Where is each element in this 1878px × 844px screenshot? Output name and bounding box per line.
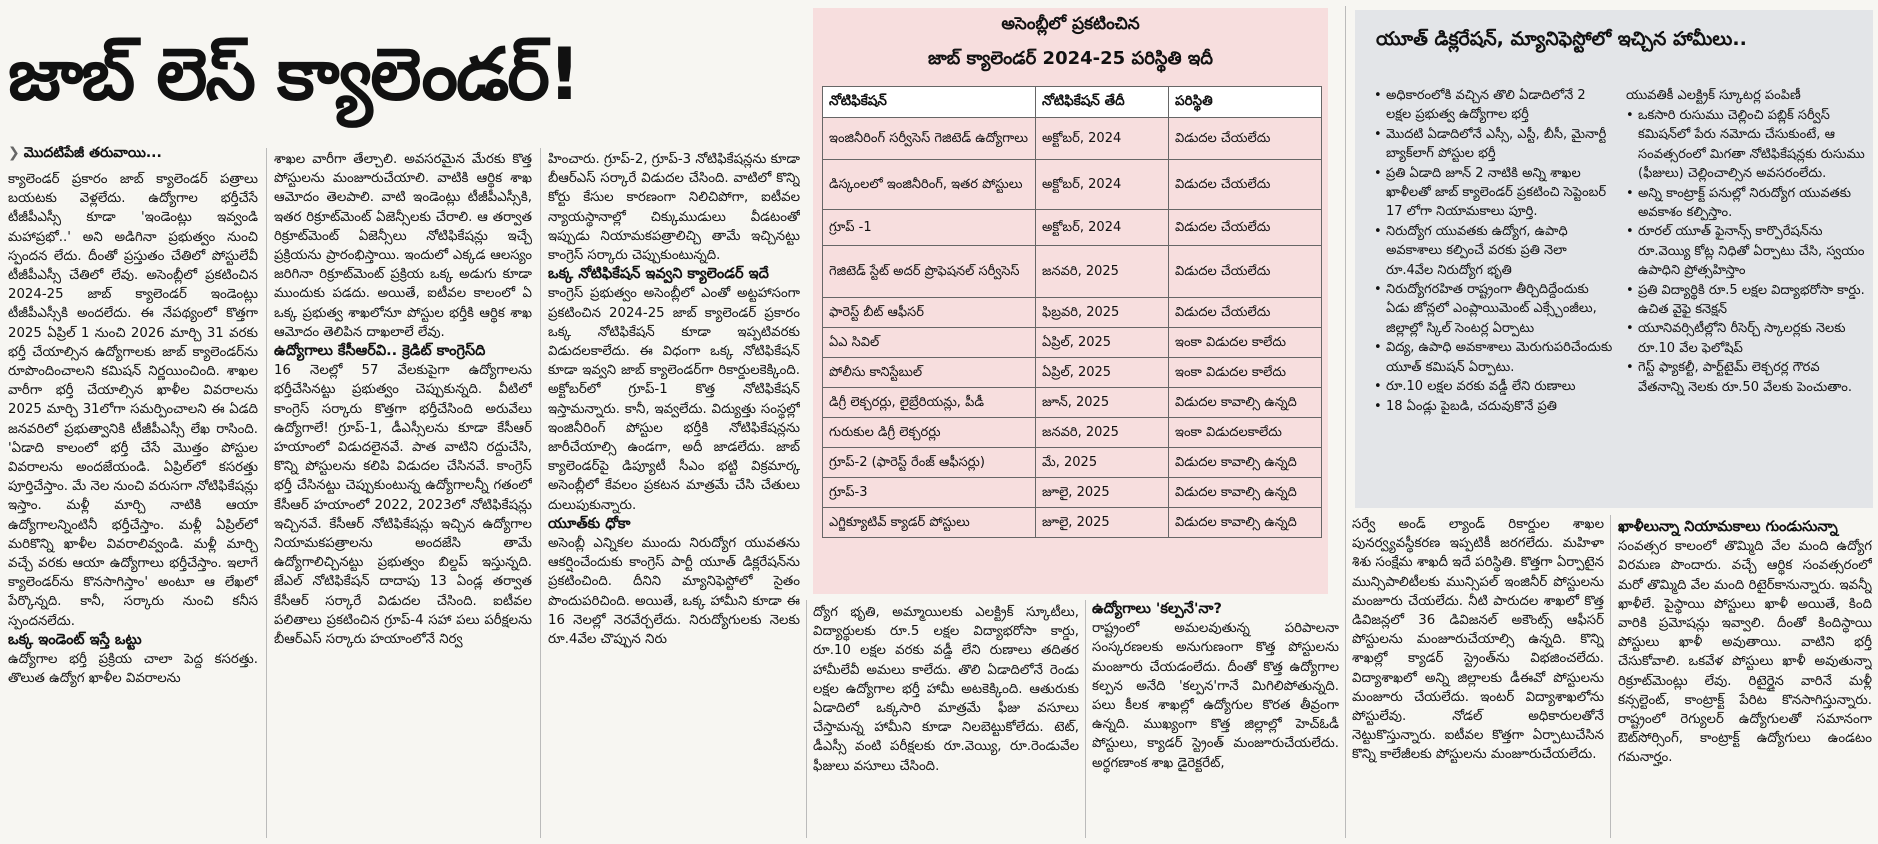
table-cell: జనవరి, 2025 bbox=[1036, 418, 1169, 448]
subheading: యూత్‌కు ధోకా bbox=[548, 515, 631, 532]
column-divider bbox=[540, 148, 541, 838]
body-paragraph: హించారు. గ్రూప్-2, గ్రూప్-3 నోటిఫికేషన్లను కూడా బీఆర్ఎస్ సర్కారే విడుదల చేసింది. వాటిలో కొన్ని కోర్టు కేసుల కారణంగా నిలిచిపోగా, ఐటీవల న్యాయస్థానాల్లో చిక్కుముడులు వీడటంతో ఇప్పుడు నియామకపత్రాలిచ్చి తామే ఇచ్చినట్టు కాంగ్రెస్ సర్కారు చెప్పుకుంటున్నది. bbox=[548, 152, 800, 264]
list-item: • ఒకసారి రుసుము చెల్లించి పబ్లిక్ సర్వీస్ కమిషన్‌లో పేరు నమోదు చేసుకుంటే, ఆ సంవత్సరంలో మిగతా నోటిఫికేషన్లకు రుసుము (ఫీజులు) చెల్లించాల్సిన అవసరంలేదు. bbox=[1626, 106, 1866, 184]
table-cell: విడుదల కావాల్సి ఉన్నది bbox=[1169, 478, 1322, 508]
table-cell: ఏఎ సివిల్ bbox=[823, 328, 1036, 358]
table-cell: ఇంకా విడుదల కాలేదు bbox=[1169, 328, 1322, 358]
article-column-5 bbox=[1092, 600, 1339, 840]
column-divider bbox=[1610, 515, 1611, 838]
list-item: • అధికారంలోకి వచ్చిన తొలి ఏడాదిలోనే 2 లక్షల ప్రభుత్వ ఉద్యోగాల భర్తీ bbox=[1374, 86, 1614, 125]
table-cell: అక్టోబర్, 2024 bbox=[1036, 210, 1169, 246]
table-cell: విడుదల చేయలేదు bbox=[1169, 246, 1322, 298]
list-item: • విద్య, ఉపాధి అవకాశాలు మెరుగుపరిచేందుకు యూత్ కమిషన్ ఏర్పాటు. bbox=[1374, 338, 1614, 377]
table-row bbox=[823, 160, 1322, 210]
table-cell: గ్రూప్-2 (ఫారెస్ట్ రేంజ్ ఆఫీసర్లు) bbox=[823, 448, 1036, 478]
body-paragraph: సర్వే అండ్ ల్యాండ్ రికార్డుల శాఖల పునర్వ్యవస్థీకరణ ఇప్పటికీ జరగలేదు. మహిళా శిశు సంక్షేమ శాఖదీ ఇదే పరిస్థితి. కొత్తగా ఏర్పాటైన మున్సిపాలిటీలకు మున్సిపల్ ఇంజినీర్ పోస్టులను మంజూరు చేయలేదు. నీటి పారుదల శాఖలో కొత్త డివిజన్లలో 36 డివిజనల్ అకౌంట్స్ ఆఫీసర్ పోస్టులను మంజూరుచేయాల్సి ఉన్నది. కొన్ని శాఖల్లో క్యాడర్ స్ట్రెంత్‌ను విభజించలేదు. విద్యాశాఖలో అన్ని జిల్లాలకు డీఈవో పోస్టులను మంజూరు చేయలేదు. ఇంటర్ విద్యాశాఖలోను పోస్టులేవు. నోడల్ అధికారులతోనే నెట్టుకొస్తున్నారు. ఐటీవల కొత్తగా ఏర్పాటుచేసిన కొన్ని కాలేజీలకు పోస్టులను మంజూరుచేయలేదు. bbox=[1352, 517, 1604, 763]
table-cell: గెజిటెడ్ స్టేట్ అదర్ ప్రొఫెషనల్ సర్వీసెస్ bbox=[823, 246, 1036, 298]
article-column-2 bbox=[274, 150, 532, 840]
table-cell: విడుదల చేయలేదు bbox=[1169, 118, 1322, 160]
table-cell: ఇంకా విడుదలకాలేదు bbox=[1169, 418, 1322, 448]
column-header: నోటిఫికేషన్ bbox=[823, 87, 1036, 118]
table-cell: మే, 2025 bbox=[1036, 448, 1169, 478]
article-column-1 bbox=[8, 170, 258, 840]
article-column-3 bbox=[548, 150, 800, 840]
body-paragraph: సంవత్సర కాలంలో తొమ్మిది వేల మంది ఉద్యోగ విరమణ పొందారు. వచ్చే ఆర్థిక సంవత్సరంలో మరో తొమ్మిది వేల మంది రిటైర్‌కానున్నారు. ఇవన్నీ ఖాళీలే. పైస్థాయి పోస్టులు ఖాళీ అయితే, కింది వారికి ప్రమోషన్లు ఇవ్వాలి. దీంతో కిందిస్థాయి పోస్టులు ఖాళీ అవుతాయి. వాటిని భర్తీ చేసుకోవాలి. ఒకవేళ పోస్టులు ఖాళీ అవుతున్నా రిక్రూట్‌మెంట్లు లేవు. రిటైర్డైన వారినే మళ్లీ కన్సల్టెంట్, కాంట్రాక్ట్ పేరిట కొనసాగిస్తున్నారు. రాష్ట్రంలో రెగ్యులర్ ఉద్యోగులతో సమానంగా ఔట్‌సోర్సింగ్, కాంట్రాక్ట్ ఉద్యోగులు ఉండటం గమనార్హం. bbox=[1618, 539, 1872, 766]
promises-continuation: యువతికీ ఎలక్ట్రిక్ స్కూటర్ల పంపిణీ bbox=[1626, 88, 1801, 103]
body-paragraph: అసెంబ్లీ ఎన్నికల ముందు నిరుద్యోగ యువతను ఆకర్షించేందుకు కాంగ్రెస్ పార్టీ యూత్ డిక్లరేషన్‌ను ప్రకటించింది. దీనిని మ్యానిఫెస్టోలో సైతం పొందుపరిచింది. అయితే, ఒక్క హామీని కూడా ఈ 16 నెలల్లో నెరవేర్చలేదు. నిరుద్యోగులకు నెలకు రూ.4వేల చొప్పున నిరు bbox=[548, 536, 800, 648]
table-cell: ఇంజినీరింగ్ సర్వీసెస్ గెజిటెడ్ ఉద్యోగాలు bbox=[823, 118, 1036, 160]
table-row bbox=[823, 298, 1322, 328]
table-row bbox=[823, 478, 1322, 508]
table-row bbox=[823, 210, 1322, 246]
continued-text: మొదటిపేజీ తరువాయి... bbox=[23, 145, 162, 161]
table-cell: ఇంకా విడుదల కాలేదు bbox=[1169, 358, 1322, 388]
table-cell: జూలై, 2025 bbox=[1036, 478, 1169, 508]
table-cell: అక్టోబర్, 2024 bbox=[1036, 160, 1169, 210]
promises-list-right bbox=[1626, 106, 1866, 500]
table-row bbox=[823, 358, 1322, 388]
promises-list-left bbox=[1374, 86, 1614, 500]
list-item: • గెస్ట్ ఫ్యాకల్టీ, పార్ట్‌టైమ్ లెక్చరర్ల గౌరవ వేతనాన్ని నెలకు రూ.50 వేలకు పెంచుతాం. bbox=[1626, 358, 1866, 397]
table-cell: ఎగ్జిక్యూటివ్ క్యాడర్ పోస్టులు bbox=[823, 508, 1036, 538]
subheading: ఖాళీలున్నా నియామకాలు గుండుసున్నా bbox=[1618, 519, 1838, 535]
table-row bbox=[823, 328, 1322, 358]
column-divider bbox=[1345, 6, 1346, 838]
table-cell: జూన్, 2025 bbox=[1036, 388, 1169, 418]
table-row bbox=[823, 246, 1322, 298]
table-cell: అక్టోబర్, 2024 bbox=[1036, 118, 1169, 160]
subheading: ఒక్క ఇండెంట్ ఇస్తే ఒట్టు bbox=[8, 631, 142, 648]
table-cell: గురుకుల డిగ్రీ లెక్చరర్లు bbox=[823, 418, 1036, 448]
column-header: పరిస్థితి bbox=[1169, 87, 1322, 118]
subheading: ఉద్యోగాలు కేసీఆర్‌వి.. క్రెడిట్ కాంగ్రెస్‌ది bbox=[274, 343, 486, 360]
body-paragraph: శాఖల వారీగా తేల్చాలి. అవసరమైన మేరకు కొత్త పోస్టులను మంజూరుచేయాలి. వాటికి ఆర్థిక శాఖ ఆమోదం తెలపాలి. వాటి ఇండెంట్లు టీజీపీఎస్సీకి, ఇతర రిక్రూట్‌మెంట్ ఏజెన్సీలకు చేరాలి. ఆ తర్వాత రిక్రూట్‌మెంట్ ఏజెన్సీలు నోటిఫికేషన్లు ఇచ్చే ప్రక్రియను ప్రారంభిస్తాయి. ఇందులో ఎక్కడ ఆలస్యం జరిగినా రిక్రూట్‌మెంట్ ప్రక్రియ ఒక్క అడుగు కూడా ముందుకు పడదు. అయితే, ఐటీవల కాలంలో ఏ ఒక్క ప్రభుత్వ శాఖలోనూ పోస్టుల భర్తీకి ఆర్థిక శాఖ ఆమోదం తెలిపిన దాఖలాలే లేవు. bbox=[274, 152, 532, 340]
promises-title: యూత్ డిక్లరేషన్, మ్యానిఫెస్టోలో ఇచ్చిన హామీలు.. bbox=[1376, 28, 1747, 50]
body-paragraph: ద్యోగ భృతి, అమ్మాయిలకు ఎలక్ట్రిక్ స్కూటీలు, విద్యార్థులకు రూ.5 లక్షల విద్యాభరోసా కార్డు, రూ.10 లక్షల వరకు వడ్డీ లేని రుణాలు తదితర హామీలేవీ అమలు కాలేదు. తొలి ఏడాదిలోనే రెండు లక్షల ఉద్యోగాల భర్తీ హామీ అటకెక్కింది. ఆతురుకు ఏడాదిలో ఒక్కసారి మాత్రమే ఫీజు వసూలు చేస్తామన్న హామీని కూడా నిలబెట్టుకోలేదు. టెట్, డీఎస్సీ వంటి పరీక్షలకు రూ.వెయ్యి, రూ.రెండువేల ఫీజులు వసూలు చేసింది. bbox=[813, 605, 1079, 774]
table-row bbox=[823, 448, 1322, 478]
column-header: నోటిఫికేషన్ తేదీ bbox=[1036, 87, 1169, 118]
table-cell: విడుదల చేయలేదు bbox=[1169, 298, 1322, 328]
table-cell: విడుదల చేయలేదు bbox=[1169, 210, 1322, 246]
list-item: • ప్రతి విద్యార్థికి రూ.5 లక్షల విద్యాభరోసా కార్డు. ఉచిత వైఫై కనెక్షన్ bbox=[1626, 281, 1866, 320]
table-cell: గ్రూప్ -1 bbox=[823, 210, 1036, 246]
table-cell: జూలై, 2025 bbox=[1036, 508, 1169, 538]
table-cell: విడుదల కావాల్సి ఉన్నది bbox=[1169, 508, 1322, 538]
body-paragraph: క్యాలెండర్ ప్రకారం జాబ్ క్యాలెండర్ పత్రాలు బయటకు వెళ్లలేదు. ఉద్యోగాల భర్తీచేసే టీజీపీఎస్సీ కూడా 'ఇండెంట్లు ఇవ్వండి మహాప్రభో..' అని అడిగినా ప్రభుత్వం నుంచి స్పందన లేదు. దీంతో ప్రస్తుతం చేతిలో పోస్టులేవీ టీజీపీఎస్సీ చేతిలో లేవు. అసెంబ్లీలో ప్రకటించిన 2024-25 జాబ్ క్యాలెండర్ ఇండెంట్లు టీజీపీఎస్సీకి అందలేదు. ఈ నేపథ్యంలో కొత్తగా 2025 ఏప్రిల్ 1 నుంచి 2026 మార్చి 31 వరకు భర్తీ చేయాల్సిన ఉద్యోగాలకు జాబ్ క్యాలెండర్‌ను రూపొందించాలని కమిషన్ నిర్ణయించింది. శాఖల వారీగా భర్తీ చేయాల్సిన ఖాళీల వివరాలను 2025 మార్చి 31లోగా సమర్పించాలని ఈ ఏడది జనవరిలో ప్రభుత్వానికి టీజీపీఎస్సీ లేఖ రాసింది. 'ఏడాది కాలంలో భర్తీ చేసే మొత్తం పోస్టుల వివరాలను అందజేయండి. ఏప్రిల్‌లో కసరత్తు పూర్తిచేస్తాం. మే నెల నుంచి వరుసగా నోటిఫికేషన్లు ఇస్తాం. మళ్లీ మార్చి నాటికి ఆయా ఉద్యోగాలన్నింటినీ భర్తీచేస్తాం. మళ్లీ ఏప్రిల్‌లో మరికొన్ని ఖాళీల వివరాలివ్వండి. మళ్లీ మార్చి వచ్చే వరకు ఆయా ఉద్యోగాలు భర్తీచేస్తాం. ఇలాగే క్యాలెండర్‌ను కొనసాగిస్తాం' అంటూ ఆ లేఖలో పేర్కొన్నది. కానీ, సర్కారు నుంచి కనీస స్పందనలేదు. bbox=[8, 172, 258, 629]
table-row bbox=[823, 508, 1322, 538]
article-column-4 bbox=[813, 603, 1079, 840]
list-item: • రూరల్ యూత్ ఫైనాన్స్ కార్పొరేషన్‌ను రూ.వెయ్యి కోట్ల నిధితో ఏర్పాటు చేసి, స్వయం ఉపాధిని ప్రోత్సహిస్తాం bbox=[1626, 222, 1866, 280]
list-item: • ప్రతి ఏడాది జూన్ 2 నాటికి అన్ని శాఖల ఖాళీలతో జాబ్ క్యాలెండర్ ప్రకటించి సెప్టెంబర్ 17 లోగా నియామకాలు పూర్తి. bbox=[1374, 164, 1614, 222]
table-cell: విడుదల చేయలేదు bbox=[1169, 160, 1322, 210]
table-cell: పోలీసు కానిస్టేబుల్ bbox=[823, 358, 1036, 388]
list-item: • అన్ని కాంట్రాక్ట్ పనుల్లో నిరుద్యోగ యువతకు అవకాశం కల్పిస్తాం. bbox=[1626, 184, 1866, 223]
list-item: • నిరుద్యోగరహిత రాష్ట్రంగా తీర్చిదిద్దేందుకు ఏడు జోన్లలో ఎంప్లాయిమెంట్ ఎక్స్చేంజీలు, జిల్లాల్లో స్కిల్ సెంటర్ల ఏర్పాటు bbox=[1374, 280, 1614, 338]
table-cell: గ్రూప్-3 bbox=[823, 478, 1036, 508]
list-item: • మొదటి ఏడాదిలోనే ఎస్సీ, ఎస్టీ, బీసీ, మైనార్టీ బ్యాక్‌లాగ్ పోస్టుల భర్తీ bbox=[1374, 125, 1614, 164]
headline: జాబ్ లెస్ క్యాలెండర్! bbox=[8, 32, 579, 116]
column-divider bbox=[806, 600, 807, 838]
table-cell: విడుదల కావాల్సి ఉన్నది bbox=[1169, 388, 1322, 418]
body-paragraph: ఉద్యోగాల భర్తీ ప్రక్రియ చాలా పెద్ద కసరత్తు. తొలుత ఉద్యోగ ఖాళీల వివరాలను bbox=[8, 652, 258, 687]
job-calendar-table bbox=[822, 86, 1322, 538]
list-item: • యూనివర్సిటీల్లోని రీసెర్చ్ స్కాలర్లకు నెలకు రూ.10 వేల ఫెలోషిప్ bbox=[1626, 319, 1866, 358]
continued-label bbox=[8, 145, 268, 164]
table-cell: ఏప్రిల్, 2025 bbox=[1036, 358, 1169, 388]
chevron-right-icon: ❯ bbox=[8, 145, 20, 161]
column-divider bbox=[266, 148, 267, 838]
table-cell: ఫిబ్రవరి, 2025 bbox=[1036, 298, 1169, 328]
table-cell: ఫారెస్ట్ బీట్ ఆఫీసర్ bbox=[823, 298, 1036, 328]
list-item: • నిరుద్యోగ యువతకు ఉద్యోగ, ఉపాధి అవకాశాలు కల్పించే వరకు ప్రతి నెలా రూ.4వేల నిరుద్యోగ భృతి bbox=[1374, 222, 1614, 280]
table-title-line2: జాబ్ క్యాలెండర్ 2024-25 పరిస్థితి ఇదీ bbox=[927, 48, 1214, 69]
table-row bbox=[823, 418, 1322, 448]
table-cell: డిస్కంలలో ఇంజినీరింగ్, ఇతర పోస్టులు bbox=[823, 160, 1036, 210]
table-row bbox=[823, 388, 1322, 418]
subheading: ఒక్క నోటిఫికేషన్ ఇవ్వని క్యాలెండర్ ఇదే bbox=[548, 266, 769, 283]
body-paragraph: కాంగ్రెస్ ప్రభుత్వం అసెంబ్లీలో ఎంతో అట్టహాసంగా ప్రకటించిన 2024-25 జాబ్ క్యాలెండర్ ప్రకారం ఒక్క నోటిఫికేషన్ కూడా ఇప్పటివరకు విడుదలకాలేదు. ఈ విధంగా ఒక్క నోటిఫికేషన్ కూడా ఇవ్వని జాబ్ క్యాలెండర్‌గా రికార్డులకెక్కింది. అక్టోబర్‌లో గ్రూప్-1 కొత్త నోటిఫికేషన్ ఇస్తామన్నారు. కానీ, ఇవ్వలేదు. విద్యుత్తు సంస్థల్లో ఇంజినీరింగ్ పోస్టుల భర్తీకి నోటిఫికేషన్లను జారీచేయాల్సి ఉండగా, అదీ జాడలేదు. జాబ్ క్యాలెండర్‌పై డిప్యూటీ సీఎం భట్టి విక్రమార్క అసెంబ్లీలో కేవలం ప్రకటన మాత్రమే చేసి చేతులు దులుపుకున్నారు. bbox=[548, 286, 800, 513]
body-paragraph: రాష్ట్రంలో అమలవుతున్న పరిపాలనా సంస్కరణలకు అనుగుణంగా కొత్త పోస్టులను మంజూరు చేయడంలేదు. దీంతో కొత్త ఉద్యోగాల కల్పన అనేది 'కల్పన'గానే మిగిలిపోతున్నది. పలు కీలక శాఖల్లో ఉద్యోగుల కొరత తీవ్రంగా ఉన్నది. ముఖ్యంగా కొత్త జిల్లాల్లో హెచ్‌ఓడీ పోస్టులు, క్యాడర్ స్ట్రెంత్ మంజూరుచేయలేదు. అర్థగణాంక శాఖ డైరెక్టరేట్, bbox=[1092, 621, 1339, 771]
table-header-row bbox=[823, 87, 1322, 118]
list-item: • రూ.10 లక్షల వరకు వడ్డీ లేని రుణాలు bbox=[1374, 377, 1614, 396]
article-column-6 bbox=[1352, 515, 1604, 840]
body-paragraph: 16 నెలల్లో 57 వేలకుపైగా ఉద్యోగాలను భర్తీచేసినట్టు ప్రభుత్వం చెప్పుకున్నది. వీటిలో కాంగ్రెస్ సర్కారు కొత్తగా భర్తీచేసింది అరువేలు ఉద్యోగాలే! గ్రూప్-1, డీఎస్సీలను కూడా కేసీఆర్ హయాంలో విడుదలైనవే. పాత వాటిని రద్దుచేసి, కొన్ని పోస్టులను కలిపి విడుదల చేసినవే. కాంగ్రెస్ భర్తీ చేసినట్టు చెప్పుకుంటున్న ఉద్యోగాలన్నీ గతంలో కేసీఆర్ హయాంలో 2022, 2023లో నోటిఫికేషన్లు ఇచ్చినవే. కేసీఆర్ నోటిఫికేషన్లు ఇచ్చిన ఉద్యోగాల నియామకపత్రాలను అందజేసి తామే ఉద్యోగాలిచ్చినట్టు ప్రభుత్వం బిల్డప్ ఇస్తున్నది. జేఎల్ నోటిఫికేషన్ దాదాపు 13 ఏండ్ల తర్వాత కేసీఆర్ సర్కారే విడుదల చేసింది. ఐటీవల పలితాలు ప్రకటించిన గ్రూప్-4 సహా పలు పరీక్షలను బీఆర్ఎస్ సర్కారు హయాంలోనే నిర్వ bbox=[274, 363, 532, 648]
table-cell: విడుదల కావాల్సి ఉన్నది bbox=[1169, 448, 1322, 478]
column-divider bbox=[1085, 600, 1086, 838]
list-item: • 18 ఏండ్లు పైబడి, చదువుకొనే ప్రతి bbox=[1374, 397, 1614, 416]
table-title-line1: అసెంబ్లీలో ప్రకటించిన bbox=[1001, 14, 1140, 34]
subheading: ఉద్యోగాలు 'కల్పనే'నా? bbox=[1092, 601, 1222, 617]
table-cell: జనవరి, 2025 bbox=[1036, 246, 1169, 298]
table-cell: ఏప్రిల్, 2025 bbox=[1036, 328, 1169, 358]
table-cell: డిగ్రీ లెక్చరర్లు, లైబ్రేరియన్లు, పీడీ bbox=[823, 388, 1036, 418]
article-column-7 bbox=[1618, 518, 1872, 840]
table-row bbox=[823, 118, 1322, 160]
